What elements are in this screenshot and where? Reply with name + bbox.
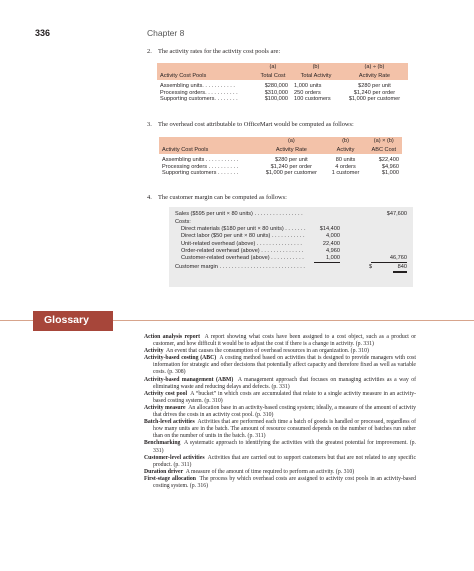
abc-cost-cell: $22,400 — [366, 154, 402, 164]
glossary-heading: Glossary — [44, 314, 89, 326]
activity-cell: 80 units — [325, 154, 365, 164]
row-label: Processing orders. . . . . . . . . . . — [157, 90, 255, 97]
header-cell: (a) ÷ (b) — [341, 63, 408, 72]
glossary-banner — [0, 311, 474, 331]
header-cell: Activity Rate — [257, 146, 325, 155]
glossary-entry — [144, 377, 416, 391]
header-cell: (a) × (b) — [366, 137, 402, 146]
header-cell: Activity — [325, 146, 365, 155]
glossary-term: Action analysis report — [144, 334, 201, 340]
sales-label: Sales ($595 per unit × 80 units) . . . . . . . . . . . . . . . . — [175, 211, 303, 217]
glossary-entry — [144, 419, 416, 440]
table-row — [159, 154, 402, 164]
glossary-term: Activity-based costing (ABC) — [144, 355, 217, 362]
cost-row-label: Order-related overhead (above) . . . . . . . . . . . . . . — [181, 247, 304, 254]
glossary-definition: A “bucket” in which costs are accumulated that relate to a single activity measure in an activity-based costing system. (p. 310) — [153, 390, 416, 404]
glossary-definition: A systematic approach to identifying the activities with the greatest potential for improvement. (p. 331) — [153, 440, 416, 454]
total-cost-cell: $280,000 — [255, 80, 291, 90]
header-cell: (b) — [325, 137, 365, 146]
glossary-term: Benchmarking — [144, 440, 181, 447]
header-cell — [159, 137, 257, 146]
glossary-definition: A costing method based on activities that is designed to provide managers with cost information for strategic and other decisions that potentially affect capacity and therefore fixed as well as variable costs. (p. 308) — [153, 355, 416, 376]
cost-row-label: Direct materials ($180 per unit × 80 units) . . . . . . . — [181, 226, 306, 232]
glossary-entry — [144, 334, 416, 348]
activity-rate-cell: $1,240 per order — [341, 90, 408, 97]
table-row — [159, 170, 402, 180]
glossary-term: Duration driver — [144, 468, 184, 475]
glossary-term: First-stage allocation — [144, 475, 196, 482]
glossary-term: Activity — [144, 348, 164, 355]
activity-rate-cell: $1,000 per customer — [341, 96, 408, 106]
table-header-row — [159, 137, 402, 146]
activity-rate-cell: $1,000 per customer — [257, 170, 325, 180]
header-cell: (a) — [257, 137, 325, 146]
margin-label: Customer margin . . . . . . . . . . . . . . . . . . . . . . . . . . . . — [175, 264, 305, 270]
glossary-entry — [144, 405, 416, 419]
header-cell: Activity Cost Pools — [157, 72, 255, 81]
table-row — [157, 90, 408, 97]
table-header-row — [159, 146, 402, 155]
cost-row-value: $14,400 — [319, 226, 340, 232]
header-cell: Activity Cost Pools — [159, 146, 257, 155]
glossary-definition: A report showing what costs have been assigned to a cost object, such as a product or customer, and how difficult it would be to adjust the cost if there is a change in activity. (p. 331) — [153, 334, 417, 348]
activity-rate-cell: $1,240 per order — [257, 164, 325, 171]
cost-row-value: 4,960 — [326, 247, 340, 254]
step-number: 2. — [147, 48, 152, 55]
total-cost-cell: $100,000 — [255, 96, 291, 106]
glossary-definition: Activities that are performed each time a batch of goods is handled or processed, regardless of how many units are in the batch. The amount of resource consumed depends on the number of batches run rather than on the number of units in the batch. (p. 311) — [153, 419, 416, 440]
margin-currency: $ — [369, 264, 373, 270]
table-row — [157, 96, 408, 106]
glossary-entry — [144, 355, 416, 376]
table-row — [159, 164, 402, 171]
header-cell: (b) — [291, 63, 341, 72]
cost-row-value: 4,000 — [326, 233, 340, 240]
table-row — [157, 80, 408, 90]
total-activity-cell: 100 customers — [291, 96, 341, 106]
glossary-entry — [144, 440, 416, 454]
step-3 — [147, 121, 437, 130]
table-header-row — [157, 63, 408, 72]
total-activity-cell: 1,000 units — [291, 80, 341, 90]
step-4 — [147, 194, 427, 203]
glossary-term: Activity measure — [144, 404, 186, 411]
glossary-definition: A management approach that focuses on managing activities as a way of eliminating waste and reducing delays and defects. (p. 331) — [153, 376, 416, 390]
row-label: Supporting customers . . . . . . . — [159, 170, 257, 180]
activity-rate-cell: $280 per unit — [257, 154, 325, 164]
glossary-definition: The process by which overhead costs are assigned to activity cost pools in an activity-based costing system. (p. 316) — [153, 475, 416, 489]
row-label: Processing orders . . . . . . . . . . — [159, 164, 257, 171]
step-number: 4. — [147, 194, 152, 201]
activity-rates-table — [157, 63, 408, 106]
glossary-entry — [144, 391, 416, 405]
header-cell: Activity Rate — [341, 72, 408, 81]
activity-cell: 4 orders — [325, 164, 365, 171]
table-header-row — [157, 72, 408, 81]
row-label: Assembling units. . . . . . . . . . . — [157, 80, 255, 90]
page-number: 336 — [35, 28, 51, 38]
glossary-definition: A measure of the amount of time required to perform an activity. (p. 310) — [185, 468, 355, 475]
margin-value: 840 — [393, 264, 407, 273]
step-number: 3. — [147, 121, 152, 128]
header-cell — [157, 63, 255, 72]
glossary-term: Activity cost pool — [144, 390, 188, 397]
glossary-entry — [144, 476, 416, 490]
header-cell: Total Activity — [291, 72, 341, 81]
abc-cost-cell: $1,000 — [366, 170, 402, 180]
total-cost-cell: $310,000 — [255, 90, 291, 97]
glossary-definition: An allocation base in an activity-based costing system; ideally, a measure of the amount of activity that drives the costs in an activity cost pool. (p. 310) — [153, 404, 417, 419]
step-text: The activity rates for the activity cost pools are: — [158, 48, 281, 55]
sales-value: $47,600 — [386, 211, 407, 217]
header-cell: (a) — [255, 63, 291, 72]
glossary-term: Activity-based management (ABM) — [144, 376, 234, 383]
cost-row-label: Direct labor ($50 per unit × 80 units) . . . . . . . . . . . — [181, 233, 305, 240]
activity-rate-cell: $280 per unit — [341, 80, 408, 90]
chapter-label: Chapter 8 — [147, 28, 185, 38]
glossary-entry — [144, 469, 416, 476]
row-label: Assembling units . . . . . . . . . . . — [159, 154, 257, 164]
row-label: Supporting customers. . . . . . . . — [157, 96, 255, 106]
abc-cost-cell: $4,960 — [366, 164, 402, 171]
total-activity-cell: 250 orders — [291, 90, 341, 97]
glossary-definition: Activities that are carried out to support customers but that are not related to any specific product. (p. 311) — [153, 454, 416, 468]
cost-row-label: Unit-related overhead (above) . . . . . . . . . . . . . . . — [181, 240, 302, 247]
cost-row-value: 22,400 — [322, 240, 340, 247]
total-costs-value: 46,760 — [371, 255, 407, 263]
step-text: The overhead cost attributable to OfficeMart would be computed as follows: — [158, 121, 354, 128]
header-cell: Total Cost — [255, 72, 291, 81]
costs-label: Costs: — [175, 218, 191, 225]
abc-cost-table — [159, 137, 402, 180]
glossary-list — [144, 334, 416, 490]
step-2 — [147, 48, 427, 57]
glossary-term: Customer-level activities — [144, 454, 205, 461]
customer-margin-box — [169, 207, 413, 287]
glossary-term: Batch-level activities — [144, 419, 195, 426]
glossary-definition: An event that causes the consumption of overhead resources in an organization. (p. 310) — [166, 348, 369, 355]
glossary-entry — [144, 455, 416, 469]
cost-row-label: Customer-related overhead (above) . . . . . . . . . . . — [181, 255, 304, 262]
cost-row-value: 1,000 — [314, 255, 340, 263]
step-text: The customer margin can be computed as follows: — [158, 194, 287, 201]
header-cell: ABC Cost — [366, 146, 402, 155]
activity-cell: 1 customer — [325, 170, 365, 180]
